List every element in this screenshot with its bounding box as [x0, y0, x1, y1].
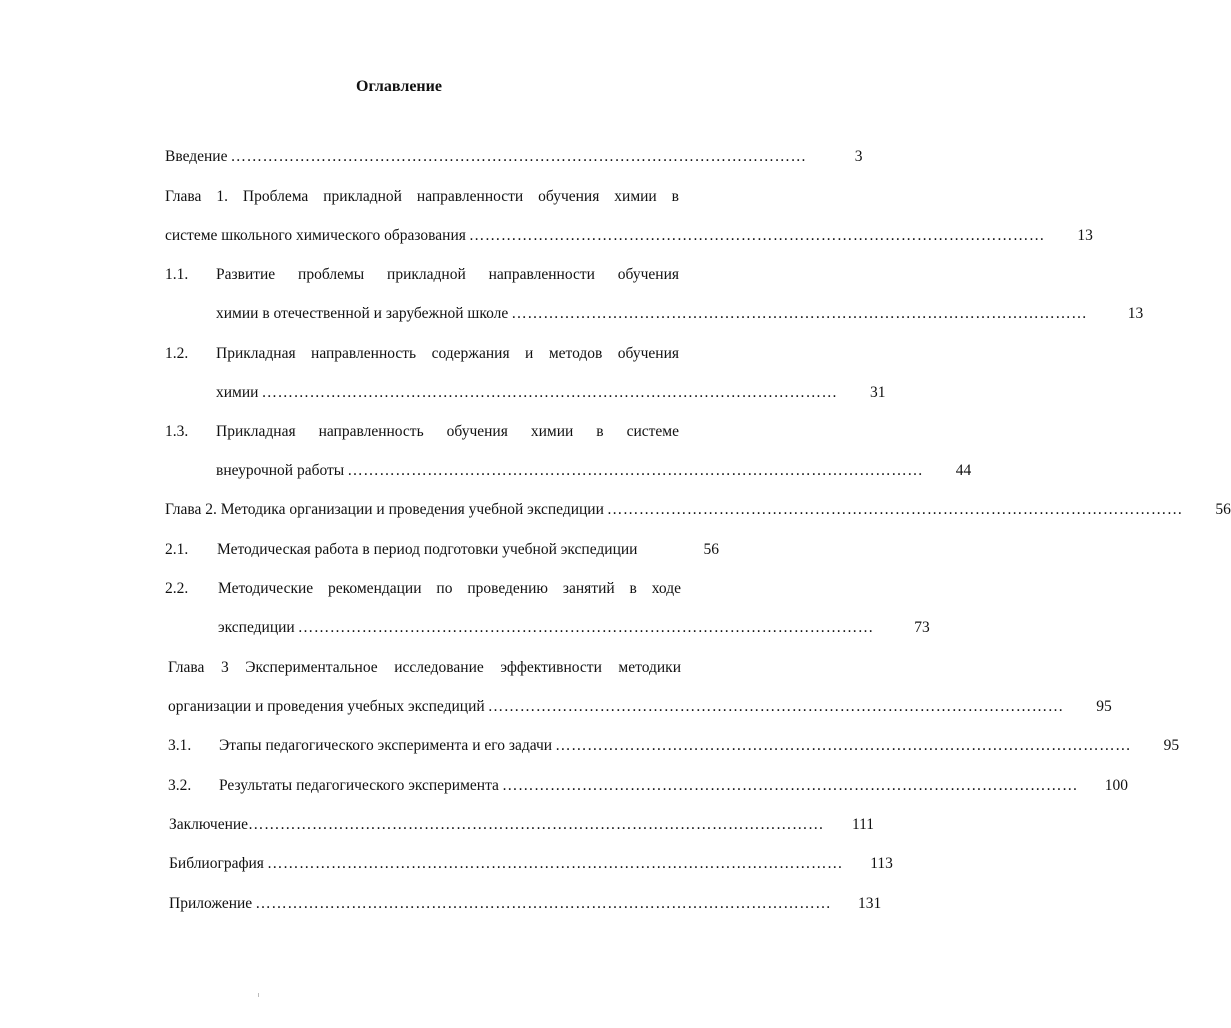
toc-section-1-3-line1[interactable]: Прикладная направленность обучения химии в системе — [216, 423, 679, 440]
toc-page-number: 44 — [955, 462, 972, 479]
toc-section-number: 2.1. — [165, 541, 189, 558]
toc-section-number: 3.1. — [168, 737, 192, 754]
toc-section-number: 1.3. — [165, 423, 189, 440]
toc-page-number: 95 — [1096, 698, 1112, 715]
toc-entry-label: Библиография — [169, 855, 264, 872]
toc-entry-label: химии — [216, 384, 259, 401]
toc-entry-label: системе школьного химического образования — [165, 227, 466, 244]
toc-section-2-2[interactable] — [218, 617, 930, 639]
toc-chapter-1-line1[interactable]: Глава 1. Проблема прикладной направленности обучения химии в — [165, 188, 679, 205]
toc-entry-label: химии в отечественной и зарубежной школе — [216, 305, 509, 322]
toc-entry-label: организации и проведения учебных экспедиций — [168, 698, 485, 715]
toc-entry-label: Результаты педагогического эксперимента — [219, 777, 499, 794]
page-title: Оглавление — [356, 78, 442, 95]
toc-leader-dots: ……………………………………………………………………………………………… — [297, 619, 874, 636]
toc-chapter-2[interactable] — [165, 499, 1231, 521]
toc-entry-bibliography[interactable] — [169, 853, 893, 875]
toc-page-number: 73 — [914, 619, 930, 636]
toc-leader-dots: ……………………………………………………………………………………………… — [248, 816, 825, 833]
toc-chapter-3-line1[interactable]: Глава 3 Экспериментальное исследование эффективности методики — [168, 659, 681, 676]
toc-section-number: 1.2. — [165, 345, 189, 362]
toc-leader-dots: ……………………………………………………………………………………………… — [555, 737, 1132, 754]
toc-leader-dots: ……………………………………………………………………………………………… — [468, 227, 1045, 244]
toc-section-number: 1.1. — [165, 266, 189, 283]
toc-section-1-2-line1[interactable]: Прикладная направленность содержания и методов обучения — [216, 345, 679, 362]
toc-leader-dots: ……………………………………………………………………………………………… — [606, 501, 1183, 518]
toc-entry-label: Заключение — [169, 816, 249, 833]
toc-section-2-1[interactable] — [217, 539, 719, 561]
toc-section-2-2-line1[interactable]: Методические рекомендации по проведению занятий в ходе — [218, 580, 681, 597]
toc-page-number: 56 — [703, 541, 719, 558]
toc-page-number: 111 — [851, 816, 875, 833]
toc-entry-label: Этапы педагогического эксперимента и его задачи — [219, 737, 553, 754]
toc-entry-label: внеурочной работы — [216, 462, 345, 479]
toc-page-number: 13 — [1077, 227, 1093, 244]
toc-entry-label: Методическая работа в период подготовки учебной экспедиции — [217, 541, 638, 558]
toc-page-number: 31 — [869, 384, 886, 401]
toc-chapter-3[interactable] — [168, 696, 1112, 718]
toc-section-3-2[interactable] — [219, 775, 1128, 797]
toc-entry-label: экспедиции — [218, 619, 295, 636]
toc-section-1-2[interactable] — [216, 382, 886, 404]
scan-speck — [258, 993, 259, 997]
toc-section-number: 2.2. — [165, 580, 189, 597]
toc-leader-dots: ……………………………………………………………………………………………… — [511, 305, 1088, 322]
toc-section-1-1[interactable] — [216, 303, 1144, 325]
toc-page-number: 100 — [1104, 777, 1128, 794]
toc-leader-dots: ……………………………………………………………………………………………… — [266, 855, 843, 872]
toc-chapter-1[interactable] — [165, 225, 1093, 247]
toc-page-number: 95 — [1163, 737, 1180, 754]
toc-page-number: 131 — [857, 895, 882, 912]
toc-page-number: 3 — [854, 148, 863, 165]
toc-leader-dots: ……………………………………………………………………………………………… — [261, 384, 838, 401]
toc-entry-label: Введение — [165, 148, 228, 165]
toc-entry-appendix[interactable] — [169, 893, 882, 915]
toc-leader-dots: ……………………………………………………………………………………………… — [347, 462, 924, 479]
toc-entry-conclusion[interactable] — [169, 814, 875, 836]
toc-leader-dots: ……………………………………………………………………………………………… — [230, 148, 807, 165]
toc-entry-intro[interactable] — [165, 146, 863, 168]
toc-leader-dots: ……………………………………………………………………………………………… — [501, 777, 1078, 794]
toc-page-number: 113 — [870, 855, 893, 872]
toc-section-1-1-line1[interactable]: Развитие проблемы прикладной направленности обучения — [216, 266, 679, 283]
toc-leader-dots: ……………………………………………………………………………………………… — [255, 895, 832, 912]
toc-entry-label: Приложение — [169, 895, 253, 912]
toc-section-3-1[interactable] — [219, 735, 1180, 757]
toc-page-number: 13 — [1127, 305, 1144, 322]
toc-leader-dots: ……………………………………………………………………………………………… — [487, 698, 1064, 715]
toc-section-number: 3.2. — [168, 777, 192, 794]
toc-entry-label: Глава 2. Методика организации и проведения учебной экспедиции — [165, 501, 604, 518]
toc-page-number: 56 — [1215, 501, 1231, 518]
toc-section-1-3[interactable] — [216, 460, 972, 482]
